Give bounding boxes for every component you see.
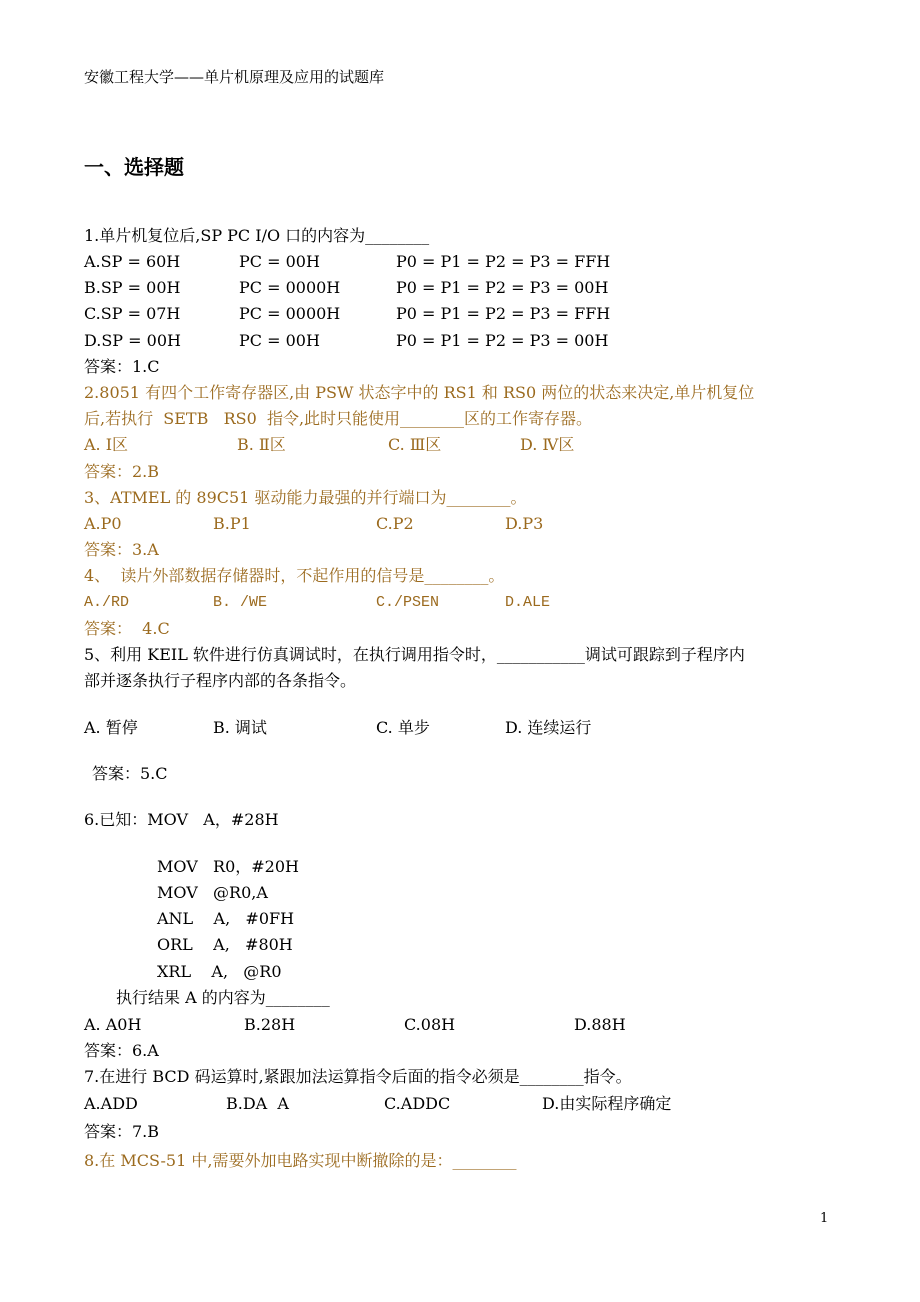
q6-option-a: A. A0H	[84, 1015, 142, 1034]
q1-option-d-sp: D.SP = 00H	[84, 331, 181, 350]
q6-code-line-3: ANL A, #0FH	[157, 909, 295, 928]
q5-option-d: D. 连续运行	[505, 718, 592, 737]
q7-option-a: A.ADD	[84, 1094, 138, 1113]
q1-option-c-ports: P0 = P1 = P2 = P3 = FFH	[396, 304, 611, 323]
q4-option-b: B. /WE	[213, 594, 268, 611]
q1-option-d-ports: P0 = P1 = P2 = P3 = 00H	[396, 331, 609, 350]
q7-option-c: C.ADDC	[384, 1094, 451, 1113]
q6-code-line-1: MOV R0，#20H	[157, 857, 299, 876]
q6-answer: 答案：6.A	[84, 1041, 159, 1060]
q5-stem-line1: 5、利用 KEIL 软件进行仿真调试时，在执行调用指令时，___________调试可跟踪到子程序内	[84, 645, 745, 664]
section-title: 一、选择题	[84, 155, 184, 179]
q7-option-b: B.DA A	[226, 1094, 289, 1113]
q6-code-line-4: ORL A, #80H	[157, 935, 293, 954]
q5-option-c: C. 单步	[376, 718, 430, 737]
q3-option-c: C.P2	[376, 514, 414, 533]
q2-option-a: A. Ⅰ区	[84, 435, 129, 454]
page-header: 安徽工程大学——单片机原理及应用的试题库	[84, 68, 385, 86]
q7-stem: 7.在进行 BCD 码运算时,紧跟加法运算指令后面的指令必须是________指令。	[84, 1067, 632, 1086]
q6-option-c: C.08H	[404, 1015, 456, 1034]
q6-stem: 执行结果 A 的内容为________	[116, 988, 330, 1007]
q6-option-d: D.88H	[574, 1015, 626, 1034]
q1-option-c-sp: C.SP = 07H	[84, 304, 181, 323]
q2-answer: 答案：2.B	[84, 462, 160, 481]
q7-answer: 答案：7.B	[84, 1122, 160, 1141]
q3-option-b: B.P1	[213, 514, 251, 533]
q1-stem: 1.单片机复位后,SP PC I/O 口的内容为________	[84, 226, 430, 245]
q3-answer: 答案：3.A	[84, 540, 159, 559]
q4-option-a: A./RD	[84, 594, 130, 611]
q5-option-a: A. 暂停	[84, 718, 138, 737]
q1-option-b-sp: B.SP = 00H	[84, 278, 181, 297]
q6-option-b: B.28H	[244, 1015, 296, 1034]
q1-option-d-pc: PC = 00H	[239, 331, 320, 350]
q2-option-c: C. Ⅲ区	[388, 435, 442, 454]
q4-option-d: D.ALE	[505, 594, 551, 611]
q2-option-d: D. Ⅳ区	[520, 435, 575, 454]
q4-answer: 答案： 4.C	[84, 619, 170, 638]
q5-answer: 答案：5.C	[92, 764, 168, 783]
q6-code-line-0: 6.已知：MOV A，#28H	[84, 810, 279, 829]
q3-option-a: A.P0	[84, 514, 122, 533]
q2-stem-line1: 2.8051 有四个工作寄存器区,由 PSW 状态字中的 RS1 和 RS0 两位的状态来决定,单片机复位	[84, 383, 755, 402]
q2-option-b: B. Ⅱ区	[237, 435, 286, 454]
q1-answer: 答案：1.C	[84, 357, 160, 376]
q7-option-d: D.由实际程序确定	[542, 1094, 672, 1113]
q1-option-a-sp: A.SP = 60H	[84, 252, 181, 271]
q6-code-line-5: XRL A, @R0	[157, 962, 282, 981]
q4-option-c: C./PSEN	[376, 594, 440, 611]
q1-option-b-ports: P0 = P1 = P2 = P3 = 00H	[396, 278, 609, 297]
q1-option-a-ports: P0 = P1 = P2 = P3 = FFH	[396, 252, 611, 271]
q8-stem: 8.在 MCS-51 中,需要外加电路实现中断撤除的是：________	[84, 1151, 517, 1170]
q4-stem: 4、 读片外部数据存储器时，不起作用的信号是________。	[84, 566, 505, 585]
q1-option-b-pc: PC = 0000H	[239, 278, 341, 297]
q5-option-b: B. 调试	[213, 718, 267, 737]
q1-option-a-pc: PC = 00H	[239, 252, 320, 271]
q2-stem-line2: 后,若执行 SETB RS0 指令,此时只能使用________区的工作寄存器。	[84, 409, 593, 428]
q1-option-c-pc: PC = 0000H	[239, 304, 341, 323]
q5-stem-line2: 部并逐条执行子程序内部的各条指令。	[84, 671, 357, 690]
q6-code-line-2: MOV @R0,A	[157, 883, 268, 902]
q3-option-d: D.P3	[505, 514, 544, 533]
q3-stem: 3、ATMEL 的 89C51 驱动能力最强的并行端口为________。	[84, 488, 527, 507]
page-number: 1	[820, 1211, 829, 1226]
